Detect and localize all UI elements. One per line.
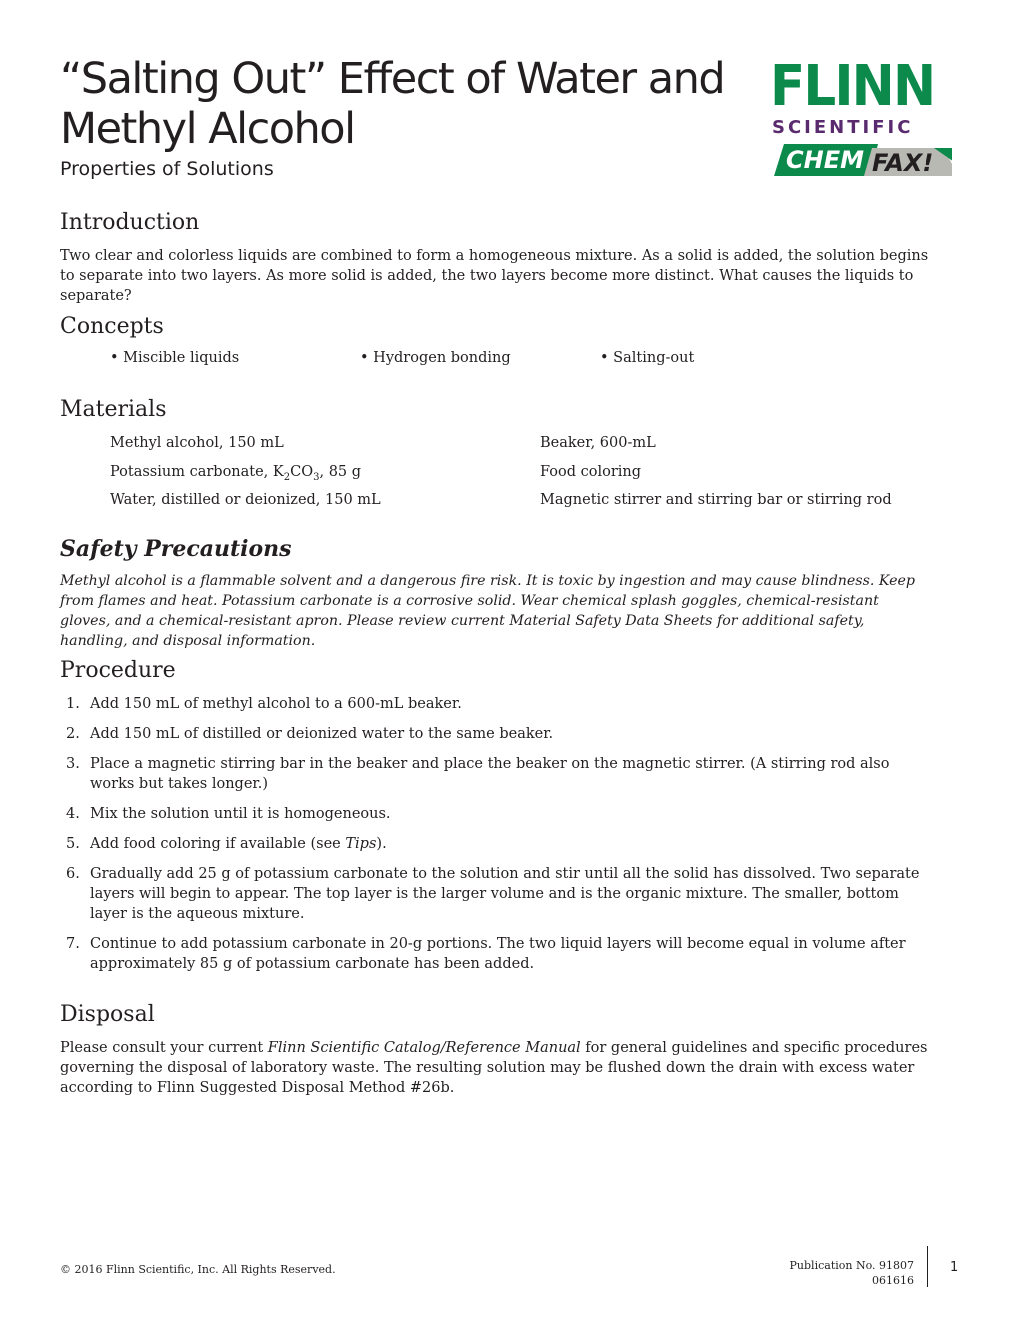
procedure-step: 6. Gradually add 25 g of potassium carbonate to the solution and stir until all the solid has dissolved. Two separate layers will begin to appear. The top layer is the larger volume and is the organic mixture. The smaller, bottom layer is the aqueous mixture. [66, 866, 920, 922]
footer-copyright: © 2016 Flinn Scientific, Inc. All Rights Reserved. [60, 1263, 336, 1276]
procedure-step: 5. Add food coloring if available (see Tips). [66, 836, 387, 852]
logo-fax-text: FAX! [872, 149, 934, 177]
material-item: Magnetic stirrer and stirring bar or stirring rod [540, 492, 892, 508]
material-item: Methyl alcohol, 150 mL [110, 435, 284, 451]
material-item: Food coloring [540, 464, 642, 480]
concept-item: • Miscible liquids [110, 350, 240, 366]
publication-number: Publication No. 91807 [789, 1259, 914, 1272]
logo-chem-text: CHEM [786, 146, 864, 174]
material-item: Water, distilled or deionized, 150 mL [110, 492, 381, 508]
page-number: 1 [950, 1260, 959, 1275]
page-subtitle: Properties of Solutions [60, 158, 274, 180]
introduction-text: Two clear and colorless liquids are combined to form a homogeneous mixture. As a solid is added, the solution begins to separate into two layers. As more solid is added, the two layers become more distinct. What causes the liquids to separate? [60, 248, 929, 304]
procedure-heading: Procedure [60, 658, 176, 683]
concept-item: • Hydrogen bonding [360, 350, 511, 366]
footer-publication [790, 1258, 914, 1288]
material-item: Beaker, 600-mL [540, 435, 656, 451]
logo-scientific-text: SCIENTIFIC [772, 117, 914, 138]
materials-heading: Materials [60, 397, 167, 422]
concepts-heading: Concepts [60, 314, 164, 339]
procedure-step: 3. Place a magnetic stirring bar in the beaker and place the beaker on the magnetic stirrer. (A stirring rod also works but takes longer.) [66, 756, 890, 792]
procedure-step: 7. Continue to add potassium carbonate in 20-g portions. The two liquid layers will become equal in volume after approximately 85 g of potassium carbonate has been added. [66, 936, 906, 972]
material-item: Potassium carbonate, $K_2CO_3$, 85 g [110, 464, 362, 483]
procedure-step: 4. Mix the solution until it is homogeneous. [66, 806, 391, 822]
concept-item: • Salting-out [600, 350, 695, 366]
disposal-text: Please consult your current Flinn Scientific Catalog/Reference Manual for general guidelines and specific procedures governing the disposal of laboratory waste. The resulting solution may be flushed down the drain with excess water according to Flinn Suggested Disposal Method #26b. [60, 1040, 928, 1096]
title-line-2: Methyl Alcohol [60, 104, 355, 154]
flinn-logo [768, 54, 960, 184]
publication-code: 061616 [872, 1274, 914, 1287]
procedure-step: 1. Add 150 mL of methyl alcohol to a 600-mL beaker. [66, 696, 462, 712]
procedure-step: 2. Add 150 mL of distilled or deionized water to the same beaker. [66, 726, 554, 742]
footer-divider [927, 1246, 928, 1287]
title-line-1: “Salting Out” Effect of Water and [60, 54, 725, 104]
disposal-heading: Disposal [60, 1002, 155, 1027]
procedure-list [60, 694, 930, 984]
page-title [60, 54, 750, 154]
safety-text: Methyl alcohol is a flammable solvent and a dangerous fire risk. It is toxic by ingestion and may cause blindness. Keep from flames and heat. Potassium carbonate is a corrosive solid. Wear chemical splash goggles, chemical-resistant gloves, and a chemical-resistant apron. Please review current Material Safety Data Sheets for additional safety, handling, and disposal information. [60, 573, 915, 649]
safety-heading: Safety Precautions [60, 536, 292, 562]
introduction-heading: Introduction [60, 210, 200, 235]
logo-flinn-text: FLINN [770, 54, 935, 119]
